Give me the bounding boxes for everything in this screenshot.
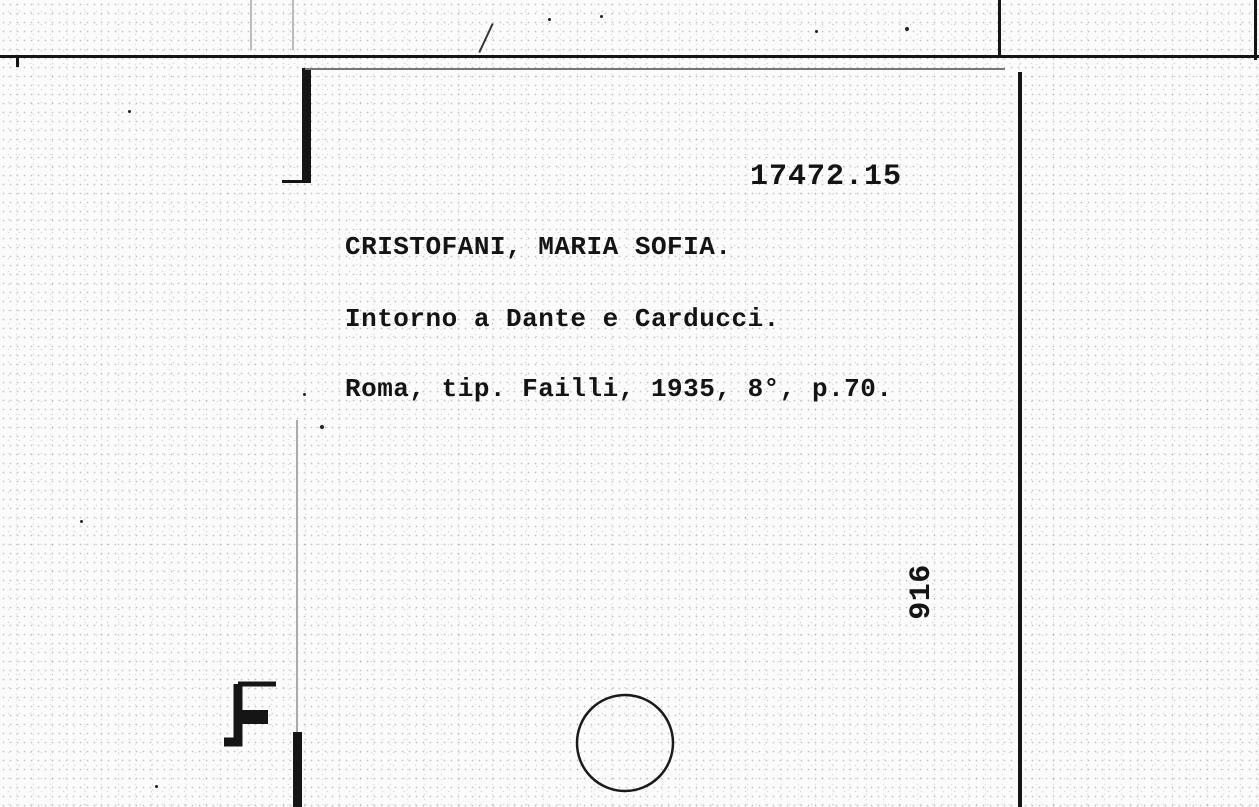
call-number: 17472.15 — [750, 160, 903, 194]
far-right-border — [1254, 0, 1257, 60]
card-left-bracket-bottom — [293, 732, 302, 807]
speck — [155, 785, 158, 788]
author-heading: CRISTOFANI, MARIA SOFIA. — [345, 232, 732, 262]
rotated-side-number: 916 — [905, 564, 939, 620]
speck — [320, 425, 324, 429]
upper-right-border — [998, 0, 1001, 57]
card-right-border — [1018, 72, 1022, 807]
top-faint-mark-2 — [292, 0, 294, 50]
book-title: Intorno a Dante e Carducci. — [345, 304, 780, 334]
speck — [905, 27, 909, 31]
speck — [303, 393, 306, 396]
speck — [128, 110, 131, 113]
speck — [548, 18, 551, 21]
tab-marker-icon — [218, 680, 278, 760]
top-edge-tick-left — [16, 55, 19, 67]
card-left-bracket-foot — [282, 180, 308, 183]
top-slash-mark — [478, 23, 493, 53]
punch-hole-circle — [575, 693, 675, 793]
top-faint-mark-1 — [250, 0, 252, 50]
card-left-faint-edge — [296, 420, 298, 740]
speck — [80, 520, 83, 523]
imprint-line: Roma, tip. Failli, 1935, 8°, p.70. — [345, 374, 893, 404]
card-left-bracket-top — [302, 68, 311, 183]
speck — [600, 15, 603, 18]
speck — [815, 30, 818, 33]
top-card-edge — [0, 55, 1259, 58]
card-top-edge — [305, 68, 1005, 70]
